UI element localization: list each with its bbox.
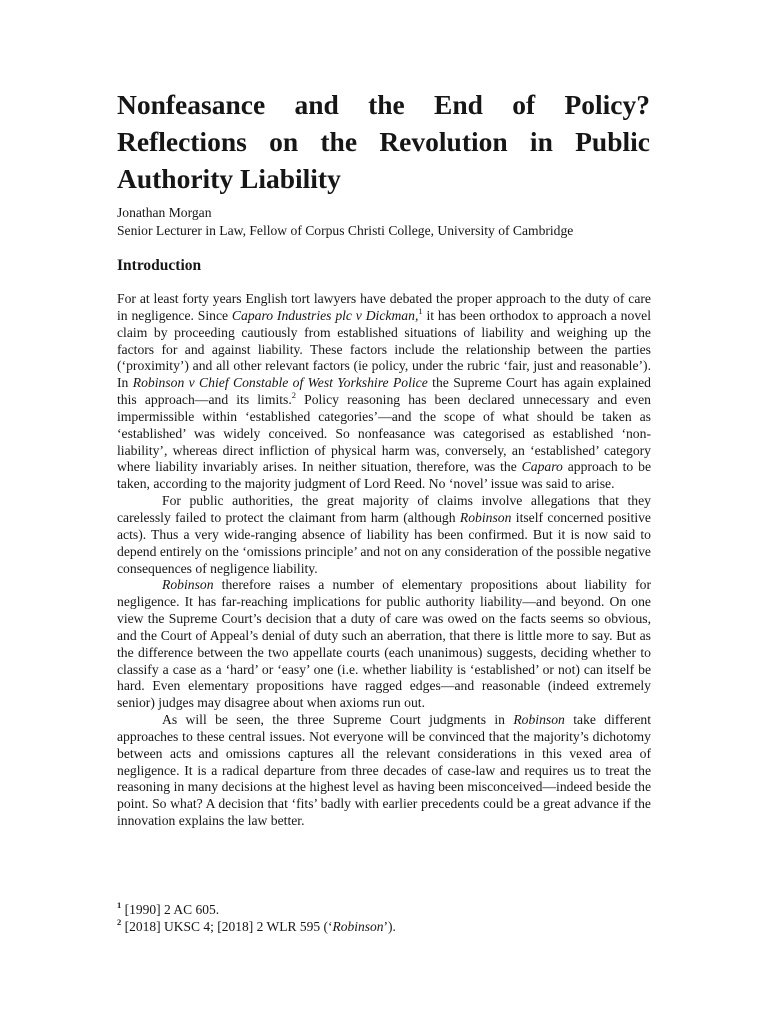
author-name: Jonathan Morgan [117, 205, 212, 220]
case-name-robinson: Robinson [162, 577, 214, 593]
paragraph-2-text-a: For public authorities, the great majority of claims involve allegations that they carelessly failed to protect the claimant from harm (although [117, 493, 651, 525]
paragraph-4-text-a: As will be seen, the three Supreme Court judgments in [162, 712, 514, 728]
footnote-ref-1: 1 [418, 305, 423, 316]
paragraph-3 [117, 577, 651, 712]
footnote-ref-2: 2 [291, 390, 296, 401]
case-name-robinson: Robinson [332, 919, 384, 934]
paper-title: Nonfeasance and the End of Policy? Reflections on the Revolution in Public Authority Liability [117, 89, 650, 194]
case-name-robinson: Robinson [513, 712, 565, 728]
footnote-text: [2018] UKSC 4; [2018] 2 WLR 595 (‘ [121, 919, 333, 934]
paragraph-2 [117, 493, 651, 577]
case-name-caparo-short: Caparo [521, 459, 563, 475]
paragraph-4-text-b: take different approaches to these central issues. Not everyone will be convinced that the majority’s dichotomy between acts and omissions captures all the relevant considerations in this vexed area of negligence. It is a radical departure from three decades of case-law and requires us to treat the reasoning in many decisions at the highest level as having been misconceived—indeed beside the point. So what? A decision that ‘fits’ badly with earlier precedents could be a great advance if the innovation explains the law better. [117, 712, 652, 829]
footnote-2 [117, 918, 651, 935]
paragraph-1 [117, 291, 651, 493]
body-text [117, 291, 651, 830]
paragraph-2-text-b: itself concerned positive acts). Thus a very wide-ranging absence of liability has been confirmed. But it is now said to depend entirely on the ‘omissions principle’ and not on any consideration of the possible negative consequences of negligence liability. [117, 509, 651, 576]
paragraph-3-text-a: therefore raises a number of elementary propositions about liability for negligence. It has far-reaching implications for public authority liability—and beyond. On one view the Supreme Court’s decision that a duty of care was owed on the facts seems so obvious, and the Court of Appeal’s denial of duty such an aberration, that there is little more to say. But as the difference between the two appellate courts (each unanimous) suggests, deciding whether to classify a case as a ‘hard’ or ‘easy’ one (i.e. whether liability is ‘established’ or not) can itself be hard. Even elementary propositions have ragged edges—and reasonable (indeed extremely senior) judges may disagree about when axioms run out. [117, 577, 651, 711]
footnote-mark: 1 [117, 900, 122, 910]
case-name-caparo: Caparo Industries plc v Dickman, [231, 307, 419, 323]
paragraph-1-text-a: For at least forty years English tort lawyers have debated the proper approach to the duty of care in negligence. Since [117, 291, 651, 323]
paragraph-4 [117, 712, 651, 830]
footnote-1 [117, 901, 651, 918]
footnotes [117, 901, 651, 935]
case-name-robinson: Robinson [459, 509, 512, 525]
author-block [117, 204, 657, 240]
paragraph-1-text-b: it has been orthodox to approach a novel claim by proceeding cautiously from established situations of liability and weighing up the factors for and against liability. These factors include the relationship between the parties (‘proximity’) and all other relevant factors (ie policy, under the rubric ‘fair, just and reasonable’). In [117, 307, 651, 391]
paragraph-1-text-d: Policy reasoning has been declared unnecessary and even impermissible within ‘established categories’—and the scope of what should be taken as ‘established’ was widely conceived. So nonfeasance was categorised as established ‘non-liability’, whereas direct infliction of physical harm was, conversely, an ‘established’ category where liability invariably arises. In neither situation, therefore, was the [117, 392, 652, 475]
footnote-text: [1990] 2 AC 605. [121, 902, 220, 917]
section-heading: Introduction [117, 257, 202, 274]
footnote-mark: 2 [117, 917, 122, 927]
paragraph-1-text-c: the Supreme Court has again explained this approach—and its limits. [117, 375, 651, 408]
case-name-robinson-full: Robinson v Chief Constable of West Yorkshire Police [132, 375, 428, 391]
footnote-text-end: ’). [383, 919, 396, 934]
author-affiliation: Senior Lecturer in Law, Fellow of Corpus Christi College, University of Cambridge [117, 223, 574, 238]
paragraph-1-text-e: approach to be taken, according to the majority judgment of Lord Reed. No ‘novel’ issue was said to arise. [117, 459, 652, 492]
